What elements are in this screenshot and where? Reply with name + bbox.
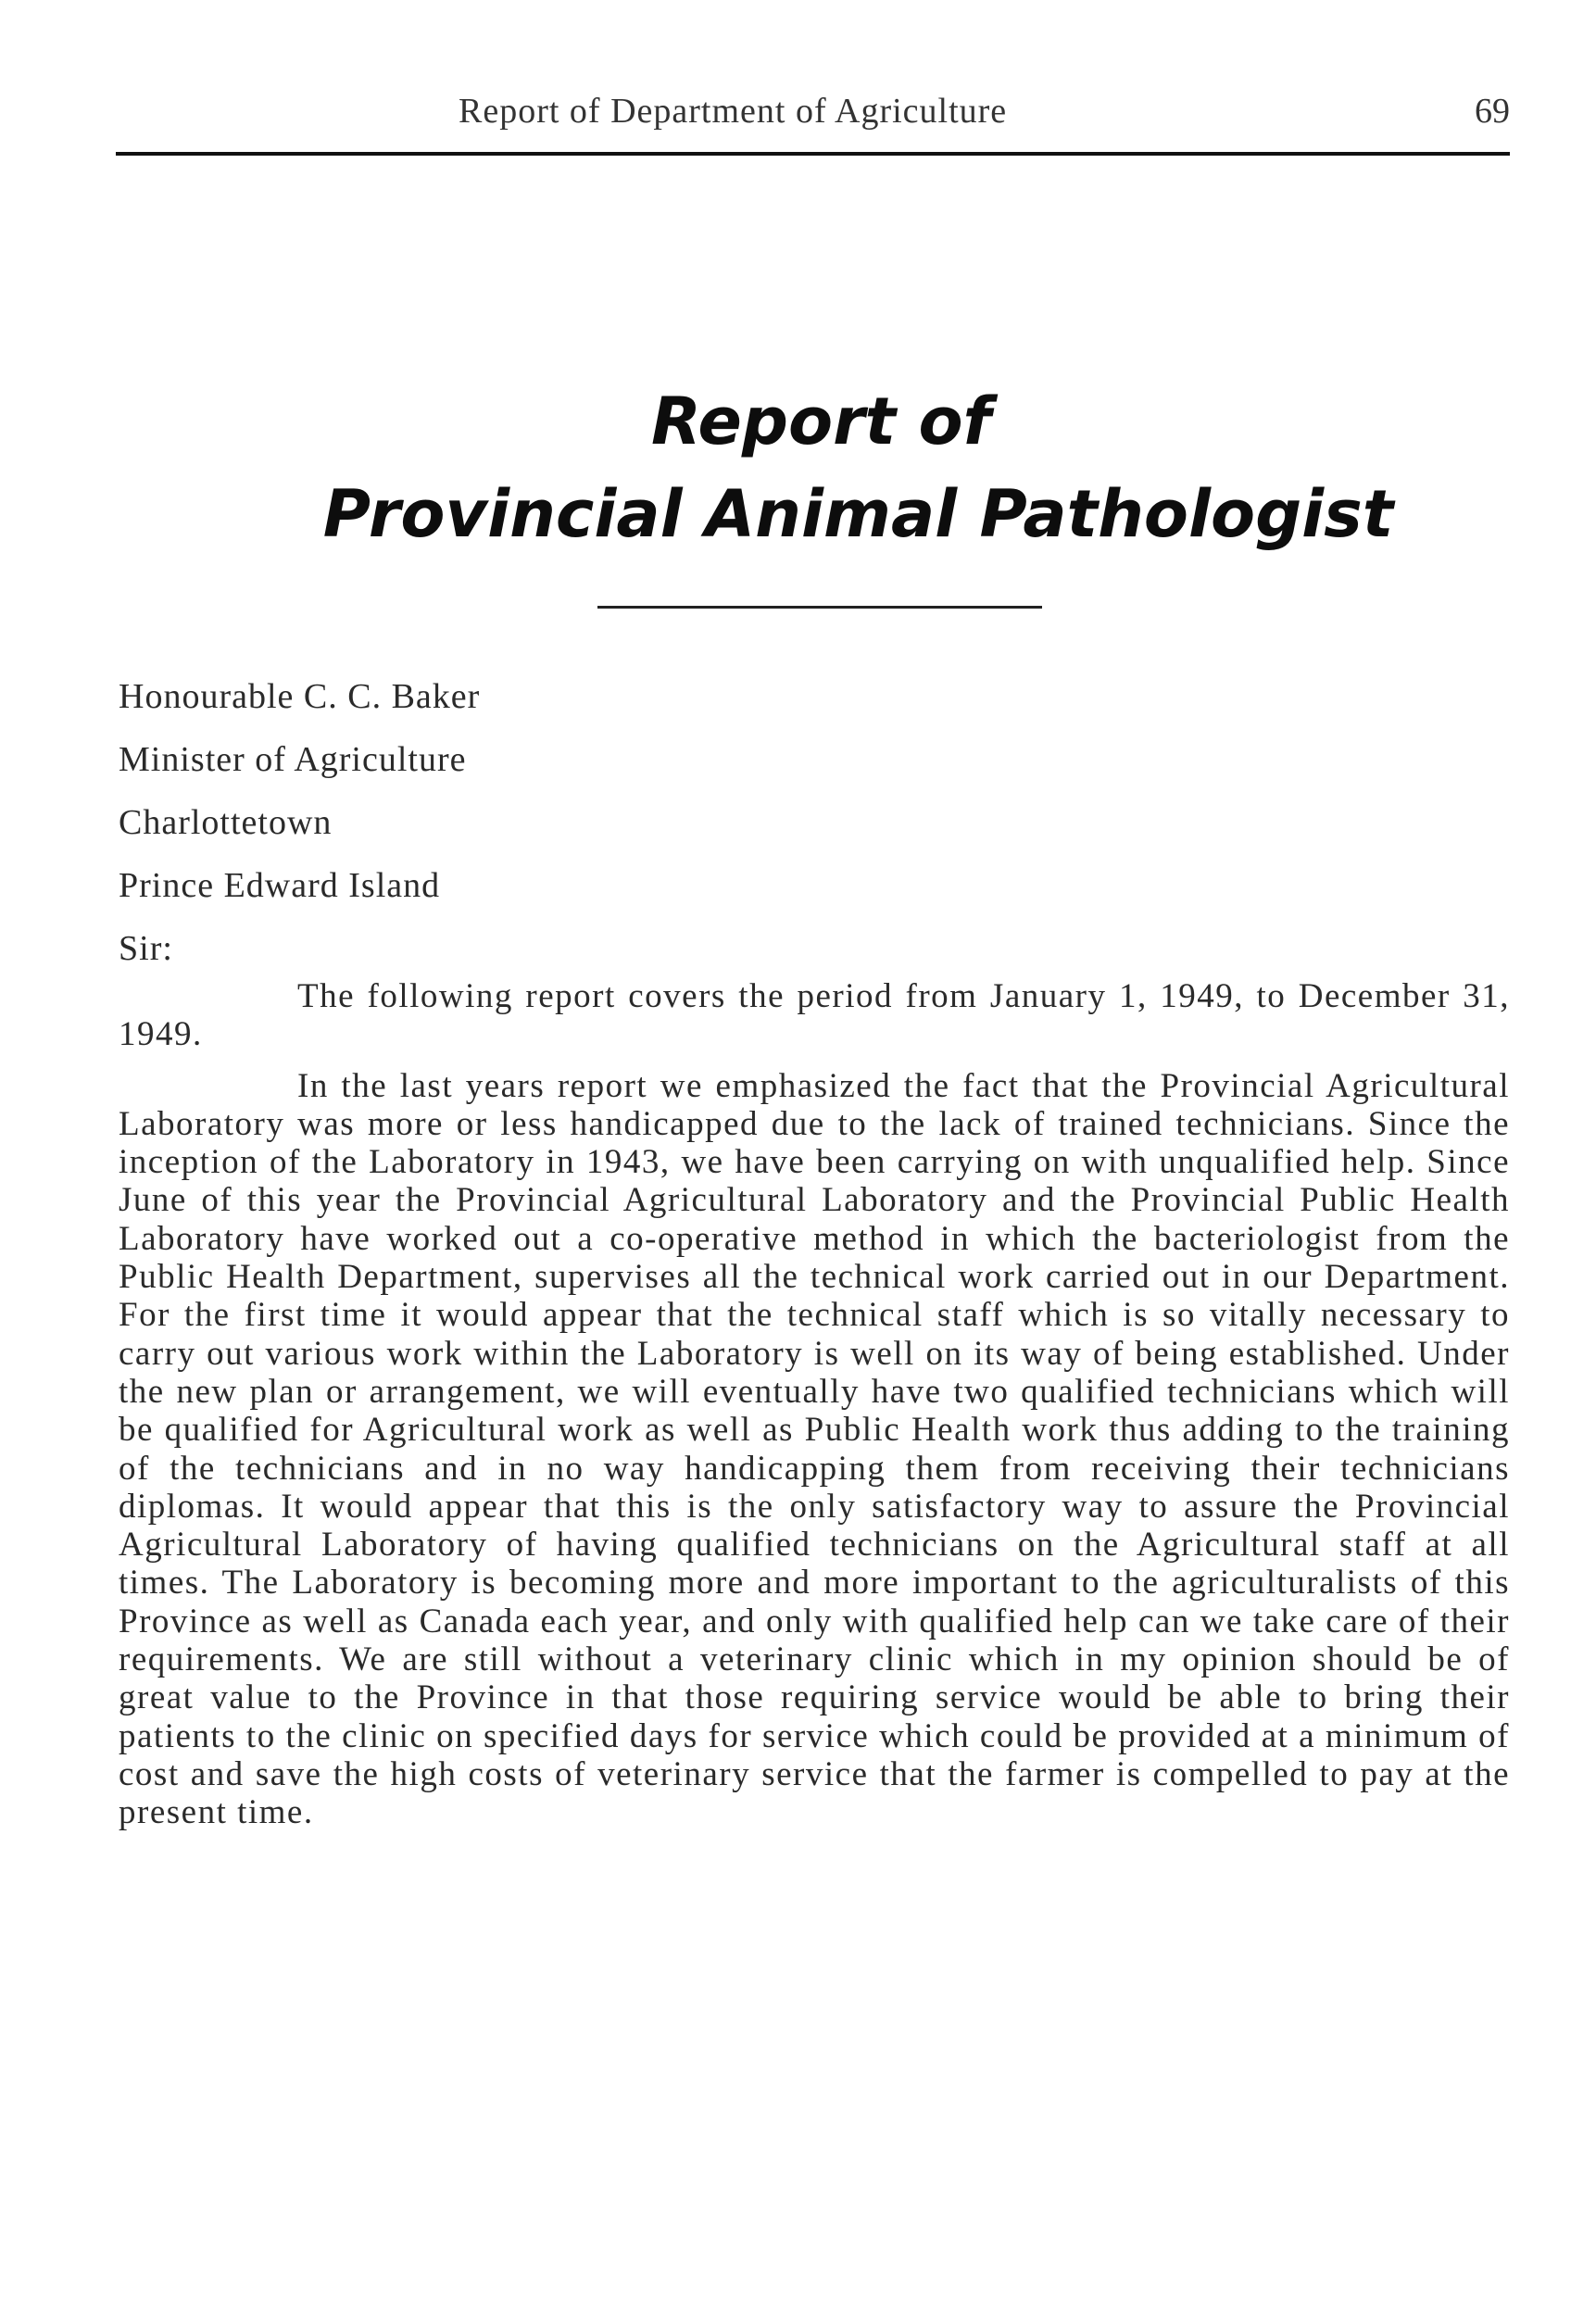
body-paragraph-main: In the last years report we emphasized the fact that the Provincial Agricultural Laboratory was more or less handicapped due to the lack of trained technicians. Since the inception of the Laboratory in 1943, we have been carrying on with unqualified help. Since June of this year the Provincial Agricultural Laboratory and the Provincial Public Health Laboratory have worked out a co-operative method in which the bacteriologist from the Public Health Department, supervises all the technical work carried out in our Department. For the first time it would appear that the technical staff which is so vitally necessary to carry out various work within the Laboratory is well on its way of being established. Under the new plan or arrangement, we will eventually have two qualified technicians which will be qualified for Agricultural work as well as Public Health work thus adding to the training of the technicians and in no way handicapping them from receiving their technicians diplomas. It would appear that this is the only satisfactory way to assure the Provincial Agricultural Laboratory of having qualified technicians on the Agricultural staff at all times. The Laboratory is becoming more and more important to the agriculturalists of this Province as well as Canada each year, and only with qualified help can we take care of their requirements. We are still without a veterinary clinic which in my opinion should be of great value to the Province in that those requiring service would be able to bring their patients to the clinic on specified days for service which could be provided at a minimum of cost and save the high costs of veterinary service that the farmer is compelled to pay at the present time. <box>119 1066 1510 1832</box>
report-title-line2: Provincial Animal Pathologist <box>322 476 1394 552</box>
address-line-name: Honourable C. C. Baker <box>119 677 481 716</box>
page-number: 69 <box>1475 92 1510 131</box>
address-line-position: Minister of Agriculture <box>119 740 467 779</box>
body-paragraph-period: The following report covers the period from January 1, 1949, to December 31, 1949. <box>119 977 1510 1054</box>
address-line-city: Charlottetown <box>119 803 333 842</box>
header-rule <box>116 152 1510 156</box>
running-header <box>116 91 1510 146</box>
address-block <box>119 665 480 980</box>
title-rule <box>597 606 1042 609</box>
report-title-line1: Report of <box>651 383 991 459</box>
address-line-province: Prince Edward Island <box>119 866 441 905</box>
running-title: Report of Department of Agriculture <box>459 92 1008 131</box>
salutation: Sir: <box>119 929 173 968</box>
report-title <box>0 375 1596 560</box>
report-body <box>119 977 1510 1845</box>
